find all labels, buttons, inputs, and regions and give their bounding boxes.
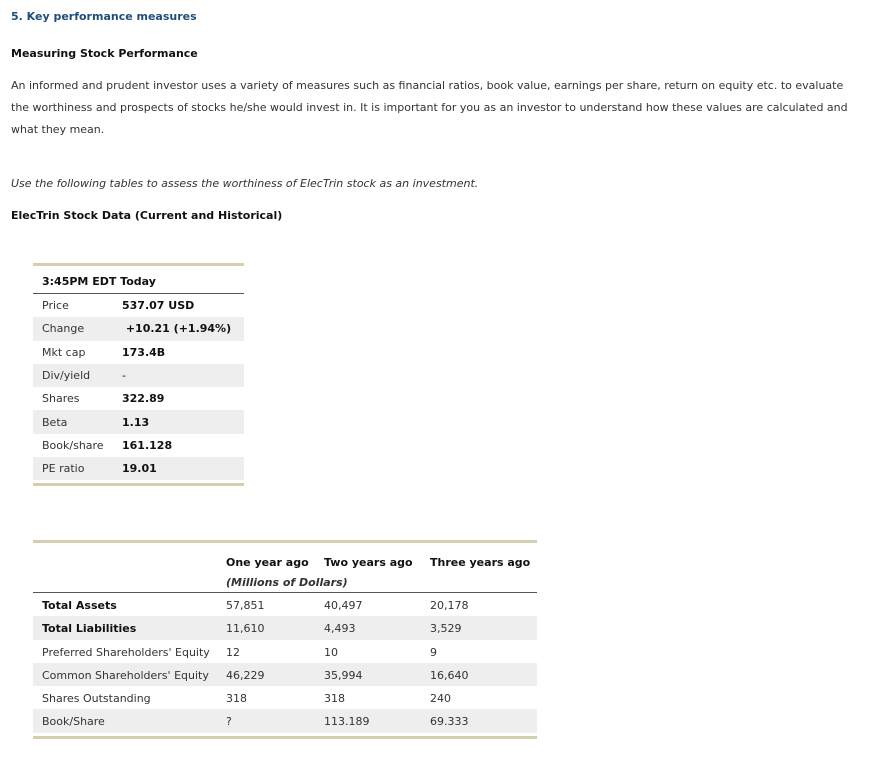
quote-label: Price <box>42 299 69 313</box>
row-label: Preferred Shareholders' Equity <box>42 645 210 659</box>
table-row <box>33 616 537 639</box>
table-row <box>33 709 537 732</box>
table-cell: 16,640 <box>430 668 469 682</box>
table-cell: 20,178 <box>430 599 469 612</box>
units-label: (Millions of Dollars) <box>226 576 348 589</box>
table-cell: 11,610 <box>226 622 265 636</box>
quote-value: 19.01 <box>122 462 157 476</box>
intro-paragraph: An informed and prudent investor uses a variety of measures such as financial ratios, book value, earnings per share, return on equity etc. to evaluate the worthiness and prospects of stocks he/she would invest in. It is important for you as an investor to understand how these values are calculated and what they mean. <box>11 79 848 136</box>
quote-row <box>33 410 244 433</box>
column-header: Two years ago <box>324 556 413 569</box>
table-cell: 9 <box>430 645 437 659</box>
historical-header <box>33 543 537 593</box>
table-cell: 10 <box>324 645 338 659</box>
quote-row <box>33 341 244 364</box>
quote-row <box>33 434 244 457</box>
table-cell: 12 <box>226 645 240 659</box>
table-cell: 318 <box>324 692 345 706</box>
historical-bottom-rule <box>33 736 537 739</box>
table-cell: ? <box>226 715 232 729</box>
quote-row <box>33 387 244 410</box>
column-header: Three years ago <box>430 556 531 569</box>
table-row <box>33 686 537 709</box>
table-row <box>33 663 537 686</box>
table-cell: 4,493 <box>324 622 356 636</box>
quote-label: Book/share <box>42 438 104 452</box>
quote-value: 537.07 USD <box>122 299 195 313</box>
table-row <box>33 640 537 663</box>
quote-label: PE ratio <box>42 462 85 476</box>
table-cell: 35,994 <box>324 668 363 682</box>
row-label: Book/Share <box>42 715 105 729</box>
instruction-text: Use the following tables to assess the worthiness of ElecTrin stock as an investment. <box>11 177 479 190</box>
row-label: Total Liabilities <box>42 622 137 636</box>
quote-label: Shares <box>42 392 80 406</box>
historical-data-table <box>33 540 537 739</box>
table-cell: 69.333 <box>430 715 469 729</box>
table-cell: 3,529 <box>430 622 462 636</box>
table-cell: 240 <box>430 692 451 706</box>
quote-bottom-rule <box>33 483 244 486</box>
table-cell: 46,229 <box>226 668 265 682</box>
quote-label: Mkt cap <box>42 345 86 359</box>
quote-label: Beta <box>42 415 68 429</box>
quote-row <box>33 294 244 317</box>
quote-value: 161.128 <box>122 438 173 452</box>
row-label: Total Assets <box>42 599 117 612</box>
table-cell: 40,497 <box>324 599 363 612</box>
quote-label: Change <box>42 322 85 336</box>
quote-value: 1.13 <box>122 415 150 429</box>
table-cell: 57,851 <box>226 599 265 612</box>
stock-data-title: ElecTrin Stock Data (Current and Historical) <box>11 209 283 222</box>
table-cell: 318 <box>226 692 247 706</box>
section-heading: 5. Key performance measures <box>11 10 197 23</box>
column-header: One year ago <box>226 556 309 569</box>
table-row <box>33 593 537 616</box>
row-label: Common Shareholders' Equity <box>42 668 209 682</box>
quote-row <box>33 457 244 480</box>
quote-value: 322.89 <box>122 392 165 406</box>
quote-label: Div/yield <box>42 369 91 383</box>
quote-header: 3:45PM EDT Today <box>33 266 244 294</box>
quote-row <box>33 317 244 340</box>
quote-value: - <box>122 369 126 383</box>
quote-value: +10.21 (+1.94%) <box>122 322 232 336</box>
subheading: Measuring Stock Performance <box>11 47 198 60</box>
stock-quote-table <box>33 263 244 486</box>
quote-row <box>33 364 244 387</box>
row-label: Shares Outstanding <box>42 692 151 706</box>
quote-value: 173.4B <box>122 345 166 359</box>
table-cell: 113.189 <box>324 715 370 729</box>
